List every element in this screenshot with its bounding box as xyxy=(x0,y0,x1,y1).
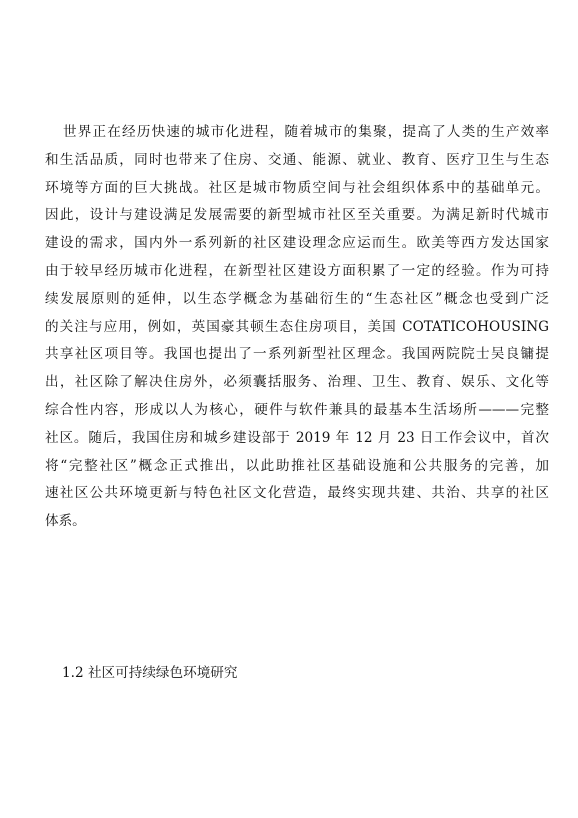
paragraph-line: 由于较早经历城市化进程，在新型社区建设方面积累了一定的经验。作为可持 xyxy=(45,262,549,279)
paragraph-line: 社区。随后，我国住房和城乡建设部于 2019 年 12 月 23 日工作会议中，首次 xyxy=(45,429,549,446)
body-paragraph xyxy=(45,119,549,536)
paragraph-line: 世界正在经历快速的城市化进程，随着城市的集聚，提高了人类的生产效率 xyxy=(63,124,549,140)
paragraph-line: 共享社区项目等。我国也提出了一系列新型社区理念。我国两院院士吴良镛提 xyxy=(45,346,549,363)
paragraph-line: 环境等方面的巨大挑战。社区是城市物质空间与社会组织体系中的基础单元。 xyxy=(45,179,549,196)
paragraph-line: 因此，设计与建设满足发展需要的新型城市社区至关重要。为满足新时代城市 xyxy=(45,207,549,224)
paragraph-line: 建设的需求，国内外一系列新的社区建设理念应运而生。欧美等西方发达国家 xyxy=(45,235,549,252)
paragraph-line: 速社区公共环境更新与特色社区文化营造，最终实现共建、共治、共享的社区 xyxy=(45,485,549,502)
paragraph-line: 综合性内容，形成以人为核心，硬件与软件兼具的最基本生活场所———完整 xyxy=(45,401,549,418)
paragraph-line: 续发展原则的延伸，以生态学概念为基础衍生的“生态社区”概念也受到广泛 xyxy=(45,290,549,307)
paragraph-line: 体系。 xyxy=(45,513,86,530)
paragraph-line: 将“完整社区”概念正式推出，以此助推社区基础设施和公共服务的完善，加 xyxy=(45,457,549,474)
paragraph-line: 出，社区除了解决住房外，必须囊括服务、治理、卫生、教育、娱乐、文化等 xyxy=(45,374,549,391)
section-heading: 1.2 社区可持续绿色环境研究 xyxy=(62,665,238,681)
paragraph-line: 和生活品质，同时也带来了住房、交通、能源、就业、教育、医疗卫生与生态 xyxy=(45,151,549,168)
paragraph-line: 的关注与应用，例如，英国豪其顿生态住房项目，美国 COTATICOHOUSING xyxy=(45,318,549,335)
